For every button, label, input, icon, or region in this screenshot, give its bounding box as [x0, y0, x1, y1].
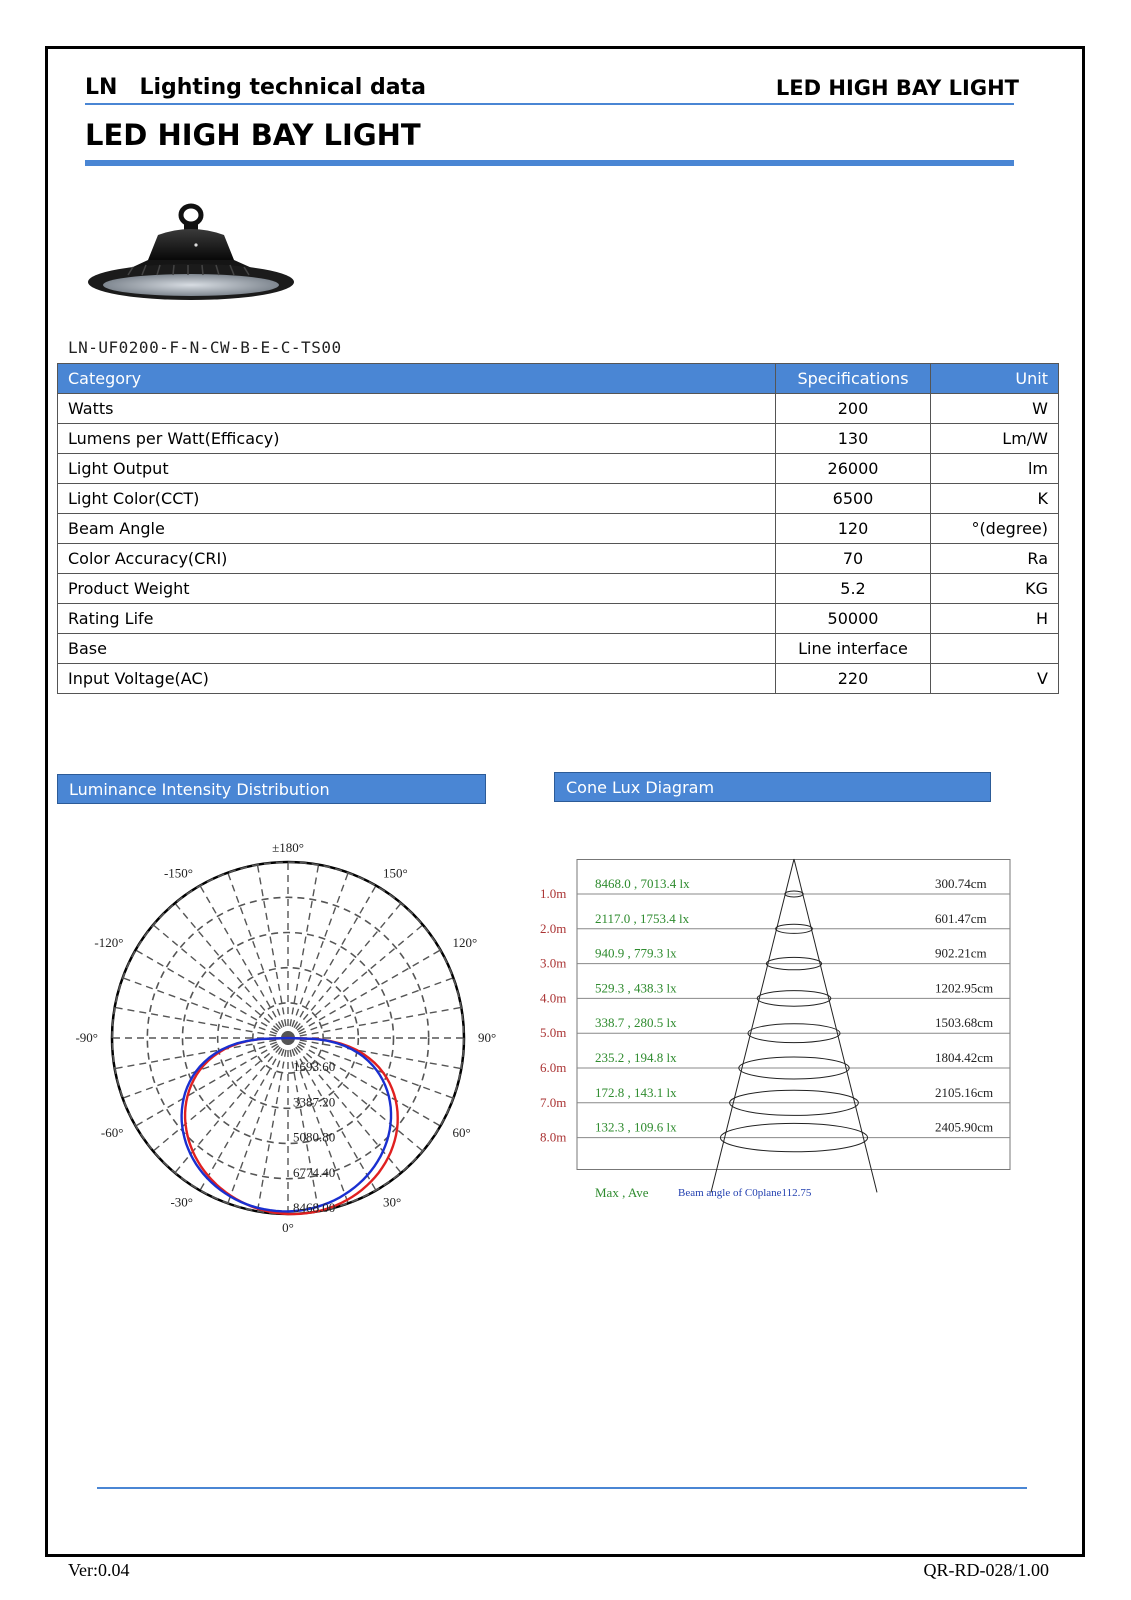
col-category: Category [58, 364, 776, 394]
cone-height-label: 4.0m [540, 990, 567, 1006]
cone-diameter-label: 300.74cm [935, 876, 987, 891]
spec-value: 50000 [776, 604, 931, 634]
header-product-type: LED HIGH BAY LIGHT [775, 76, 1019, 100]
cone-diameter-label: 1202.95cm [935, 980, 994, 996]
title-divider [85, 160, 1014, 166]
spec-category: Light Color(CCT) [58, 484, 776, 514]
polar-angle-label: -150° [163, 865, 193, 881]
cone-height-label: 8.0m [540, 1129, 567, 1145]
cone-lux-label: 235.2 , 194.8 lx [595, 1050, 677, 1065]
cone-diameter-label: 2405.90cm [935, 1119, 994, 1135]
footer-divider [97, 1487, 1027, 1489]
spec-unit: W [931, 394, 1059, 424]
cone-lux-label: 132.3 , 109.6 lx [595, 1119, 677, 1135]
spec-unit [931, 634, 1059, 664]
spec-unit: V [931, 664, 1059, 694]
cone-lux-label: 338.7 , 280.5 lx [595, 1015, 677, 1031]
cone-height-label: 1.0m [540, 886, 567, 901]
col-specifications: Specifications [776, 364, 931, 394]
table-row [58, 514, 1059, 544]
table-row [58, 634, 1059, 664]
spec-category: Watts [58, 394, 776, 424]
polar-ring-label: 6774.40 [293, 1164, 336, 1180]
polar-angle-label: 30° [383, 1194, 402, 1210]
polar-angle-label: 0° [282, 1220, 294, 1235]
spec-value: 130 [776, 424, 931, 454]
spec-value: Line interface [776, 634, 931, 664]
table-row [58, 454, 1059, 484]
header-title: Lighting technical data [139, 75, 426, 100]
header-left [85, 75, 426, 100]
spec-value: 70 [776, 544, 931, 574]
spec-category: Lumens per Watt(Efficacy) [58, 424, 776, 454]
spec-unit: H [931, 604, 1059, 634]
spec-category: Rating Life [58, 604, 776, 634]
cone-section-header: Cone Lux Diagram [554, 772, 991, 802]
table-row [58, 604, 1059, 634]
cone-height-label: 7.0m [540, 1094, 567, 1110]
spec-unit: Ra [931, 544, 1059, 574]
table-row [58, 484, 1059, 514]
spec-table [57, 363, 1059, 694]
cone-diameter-label: 1503.68cm [935, 1015, 994, 1031]
col-unit: Unit [931, 364, 1059, 394]
cone-height-label: 2.0m [540, 920, 567, 936]
cone-side-left [711, 859, 794, 1192]
polar-intensity-chart [60, 840, 520, 1240]
cone-diameter-label: 2105.16cm [935, 1084, 994, 1100]
spec-unit: lm [931, 454, 1059, 484]
header-divider [85, 103, 1014, 105]
cone-lux-diagram [540, 870, 1030, 1220]
table-row [58, 424, 1059, 454]
polar-angle-label: 90° [478, 1030, 497, 1045]
cone-lux-label: 940.9 , 779.3 lx [595, 945, 677, 961]
cone-height-label: 3.0m [540, 955, 567, 971]
version-label: Ver:0.04 [68, 1560, 130, 1580]
cone-beam-note: Beam angle of C0plane112.75 [678, 1187, 812, 1199]
polar-ring-label: 3387.20 [293, 1094, 336, 1110]
polar-angle-label: -120° [94, 935, 124, 950]
spec-header-row [58, 364, 1059, 394]
polar-angle-label: ±180° [272, 840, 304, 855]
spec-category: Base [58, 634, 776, 664]
spec-category: Beam Angle [58, 514, 776, 544]
luminance-section-header: Luminance Intensity Distribution [57, 774, 486, 804]
cone-lux-label: 2117.0 , 1753.4 lx [595, 910, 690, 926]
brand: LN [85, 75, 118, 100]
spec-unit: KG [931, 574, 1059, 604]
polar-angle-label: -90° [75, 1030, 98, 1045]
cone-side-right [794, 859, 877, 1192]
cone-legend: Max , Ave [595, 1185, 649, 1200]
polar-angle-label: -30° [170, 1194, 193, 1210]
polar-angle-label: 120° [452, 935, 478, 950]
spec-category: Input Voltage(AC) [58, 664, 776, 694]
polar-angle-label: -60° [100, 1125, 124, 1140]
spec-category: Color Accuracy(CRI) [58, 544, 776, 574]
high-bay-lamp-image [88, 205, 303, 315]
cone-lux-label: 529.3 , 438.3 lx [595, 980, 677, 996]
spec-value: 200 [776, 394, 931, 424]
table-row [58, 574, 1059, 604]
polar-angle-label: 150° [383, 865, 408, 881]
cone-height-label: 5.0m [540, 1025, 567, 1041]
spec-category: Light Output [58, 454, 776, 484]
model-number: LN-UF0200-F-N-CW-B-E-C-TS00 [68, 338, 342, 357]
cone-diameter-label: 902.21cm [935, 945, 987, 961]
spec-value: 120 [776, 514, 931, 544]
polar-ring-label: 8468.00 [293, 1200, 336, 1215]
spec-value: 26000 [776, 454, 931, 484]
spec-value: 6500 [776, 484, 931, 514]
table-row [58, 544, 1059, 574]
table-row [58, 394, 1059, 424]
spec-category: Product Weight [58, 574, 776, 604]
page-title: LED HIGH BAY LIGHT [85, 118, 421, 152]
cone-lux-label: 172.8 , 143.1 lx [595, 1084, 677, 1100]
spec-unit: Lm/W [931, 424, 1059, 454]
table-row [58, 664, 1059, 694]
spec-unit: K [931, 484, 1059, 514]
cone-diameter-label: 1804.42cm [935, 1050, 994, 1065]
cone-lux-label: 8468.0 , 7013.4 lx [595, 876, 690, 891]
cone-height-label: 6.0m [540, 1060, 567, 1075]
spec-unit: °(degree) [931, 514, 1059, 544]
cone-diameter-label: 601.47cm [935, 910, 987, 926]
spec-value: 220 [776, 664, 931, 694]
document-code: QR-RD-028/1.00 [923, 1560, 1049, 1580]
spec-value: 5.2 [776, 574, 931, 604]
polar-ring-label: 1693.60 [293, 1059, 336, 1075]
polar-ring-label: 5080.80 [293, 1129, 336, 1145]
polar-angle-label: 60° [452, 1125, 471, 1140]
